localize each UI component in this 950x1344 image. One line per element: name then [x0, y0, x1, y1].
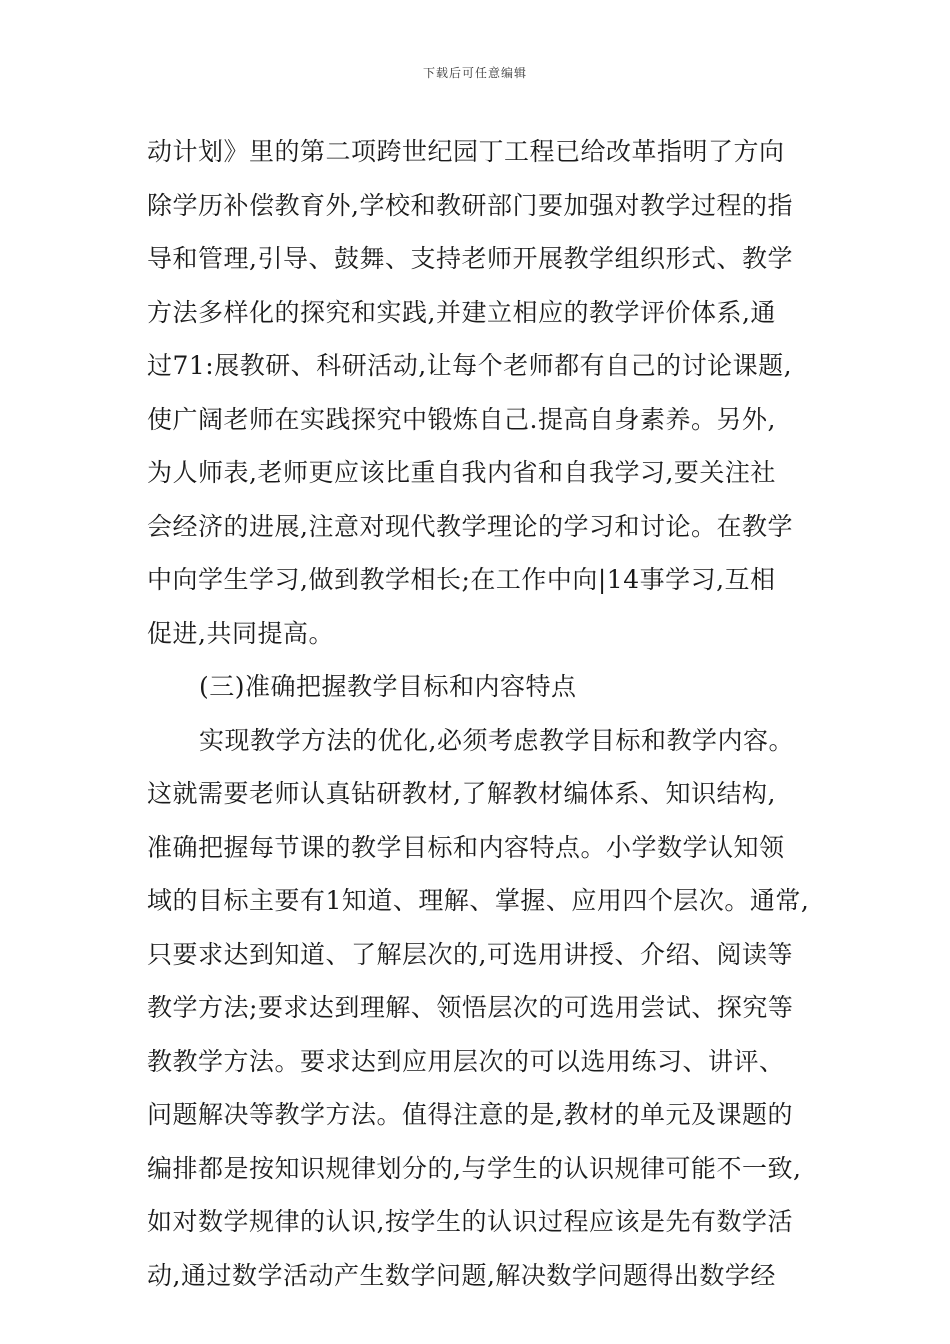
text-line: 动计划》里的第二项跨世纪园丁工程已给改革指明了方向 [147, 137, 785, 166]
text-line: 这就需要老师认真钻研教材,了解教材编体系、知识结构, [147, 779, 776, 808]
text-line: 编排都是按知识规律划分的,与学生的认识规律可能不一致, [147, 1153, 802, 1183]
text-line: 教教学方法。要求达到应用层次的可以选用练习、讲评、 [147, 1046, 785, 1076]
section-heading: (三)准确把握教学目标和内容特点 [199, 672, 577, 701]
text-line: 会经济的进展,注意对现代教学理论的学习和讨论。在教学 [147, 511, 793, 541]
text-line: 如对数学规律的认识,按学生的认识过程应该是先有数学活 [147, 1207, 793, 1236]
page-header: 下载后可任意编辑 [422, 66, 527, 80]
text-line: 导和管理,引导、鼓舞、支持老师开展教学组织形式、教学 [147, 244, 793, 273]
text-line: 只要求达到知道、了解层次的,可选用讲授、介绍、阅读等 [147, 939, 793, 969]
paragraph-first-line: 实现教学方法的优化,必须考虑教学目标和教学内容。 [199, 725, 794, 755]
text-line: 促进,共同提高。 [147, 618, 334, 648]
text-line: 方法多样化的探究和实践,并建立相应的教学评价体系,通 [147, 297, 776, 327]
text-line: 问题解决等教学方法。值得注意的是,教材的单元及课题的 [147, 1100, 793, 1129]
text-line: 为人师表,老师更应该比重自我内省和自我学习,要关注社 [147, 458, 776, 487]
text-line: 教学方法;要求达到理解、领悟层次的可选用尝试、探究等 [147, 993, 794, 1022]
document-body [147, 125, 827, 1302]
text-line: 域的目标主要有1知道、理解、掌握、应用四个层次。通常, [147, 886, 810, 915]
text-line: 动,通过数学活动产生数学问题,解决数学问题得出数学经 [147, 1260, 776, 1290]
text-line: 准确把握每节课的教学目标和内容特点。小学数学认知领 [147, 832, 785, 862]
text-line: 过71:展教研、科研活动,让每个老师都有自己的讨论课题, [147, 351, 793, 380]
text-line: 除学历补偿教育外,学校和教研部门要加强对教学过程的指 [147, 190, 793, 220]
text-line: 中向学生学习,做到教学相长;在工作中向|14事学习,互相 [147, 565, 776, 594]
text-line: 使广阔老师在实践探究中锻炼自己.提高自身素养。另外, [147, 404, 776, 434]
